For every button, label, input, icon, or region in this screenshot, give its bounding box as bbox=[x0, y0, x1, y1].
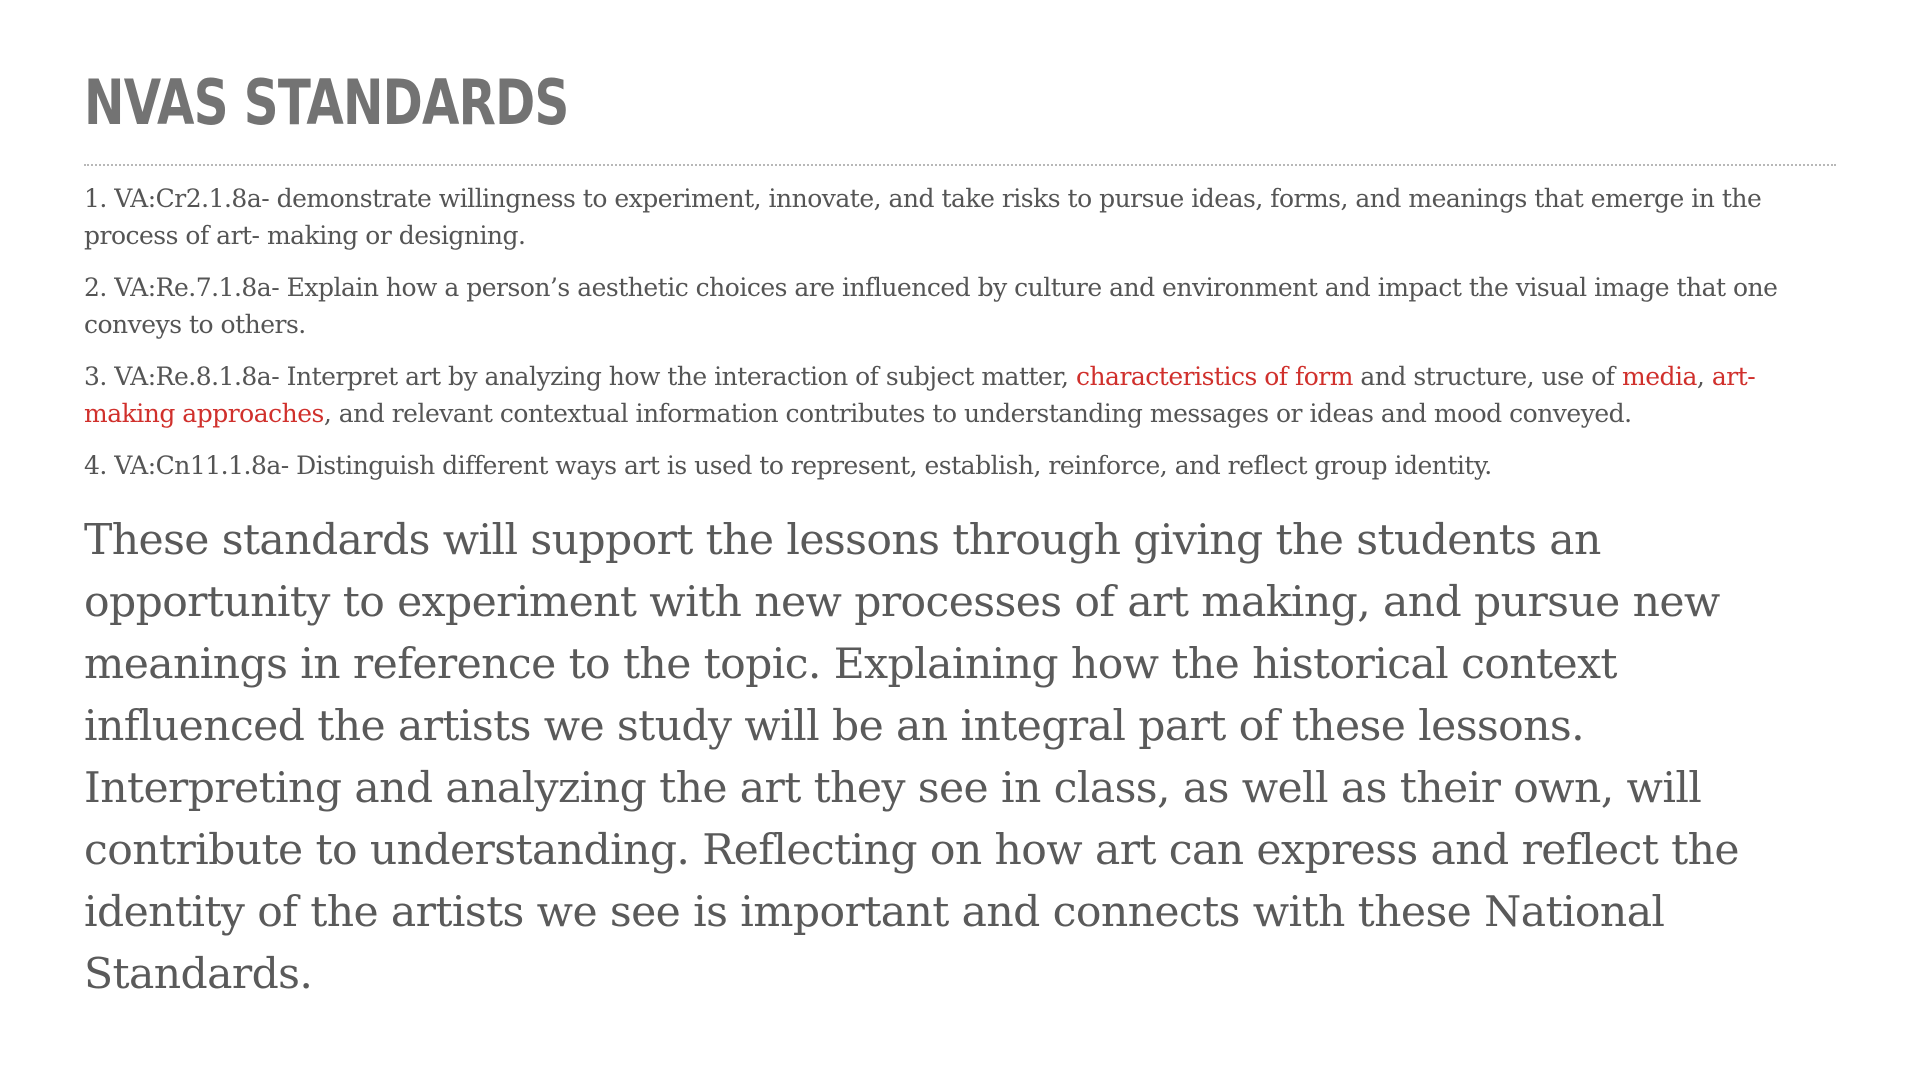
standard-item-3 bbox=[84, 358, 1836, 432]
title-divider bbox=[84, 164, 1836, 166]
slide-title: NVAS STANDARDS bbox=[84, 66, 569, 139]
standard-3-text-4: , and relevant contextual information contributes to understanding messages or ideas and mood conveyed. bbox=[323, 399, 1632, 428]
standard-3-text-3: , bbox=[1696, 362, 1712, 391]
highlight-characteristics-of-form: characteristics of form bbox=[1075, 362, 1353, 391]
standard-3-text-2: and structure, use of bbox=[1352, 362, 1622, 391]
standard-item-4: 4. VA:Cn11.1.8a- Distinguish different ways art is used to represent, establish, reinforce, and reflect group identity. bbox=[84, 451, 1492, 480]
highlight-media: media bbox=[1622, 362, 1697, 391]
standard-item-2: 2. VA:Re.7.1.8a- Explain how a person’s aesthetic choices are influenced by culture and environment and impact the visual image that one conveys to others. bbox=[84, 273, 1778, 339]
standard-item-1: 1. VA:Cr2.1.8a- demonstrate willingness to experiment, innovate, and take risks to pursue ideas, forms, and meanings that emerge in the process of art- making or designing. bbox=[84, 184, 1762, 250]
highlight-art-making-approaches: art-making approaches bbox=[84, 362, 1756, 428]
standards-list bbox=[84, 180, 1836, 484]
standard-3-text-1: 3. VA:Re.8.1.8a- Interpret art by analyzing how the interaction of subject matter, bbox=[84, 362, 1076, 391]
summary-paragraph: These standards will support the lessons through giving the students an opportunity to experiment with new processes of art making, and pursue new meanings in reference to the topic. Explaining how the historical context influenced the artists we study will be an integral part of these lessons. Interpreting and analyzing the art they see in class, as well as their own, will contribute to understanding. Reflecting on how art can express and reflect the identity of the artists we see is important and connects with these National Standards. bbox=[84, 516, 1739, 999]
